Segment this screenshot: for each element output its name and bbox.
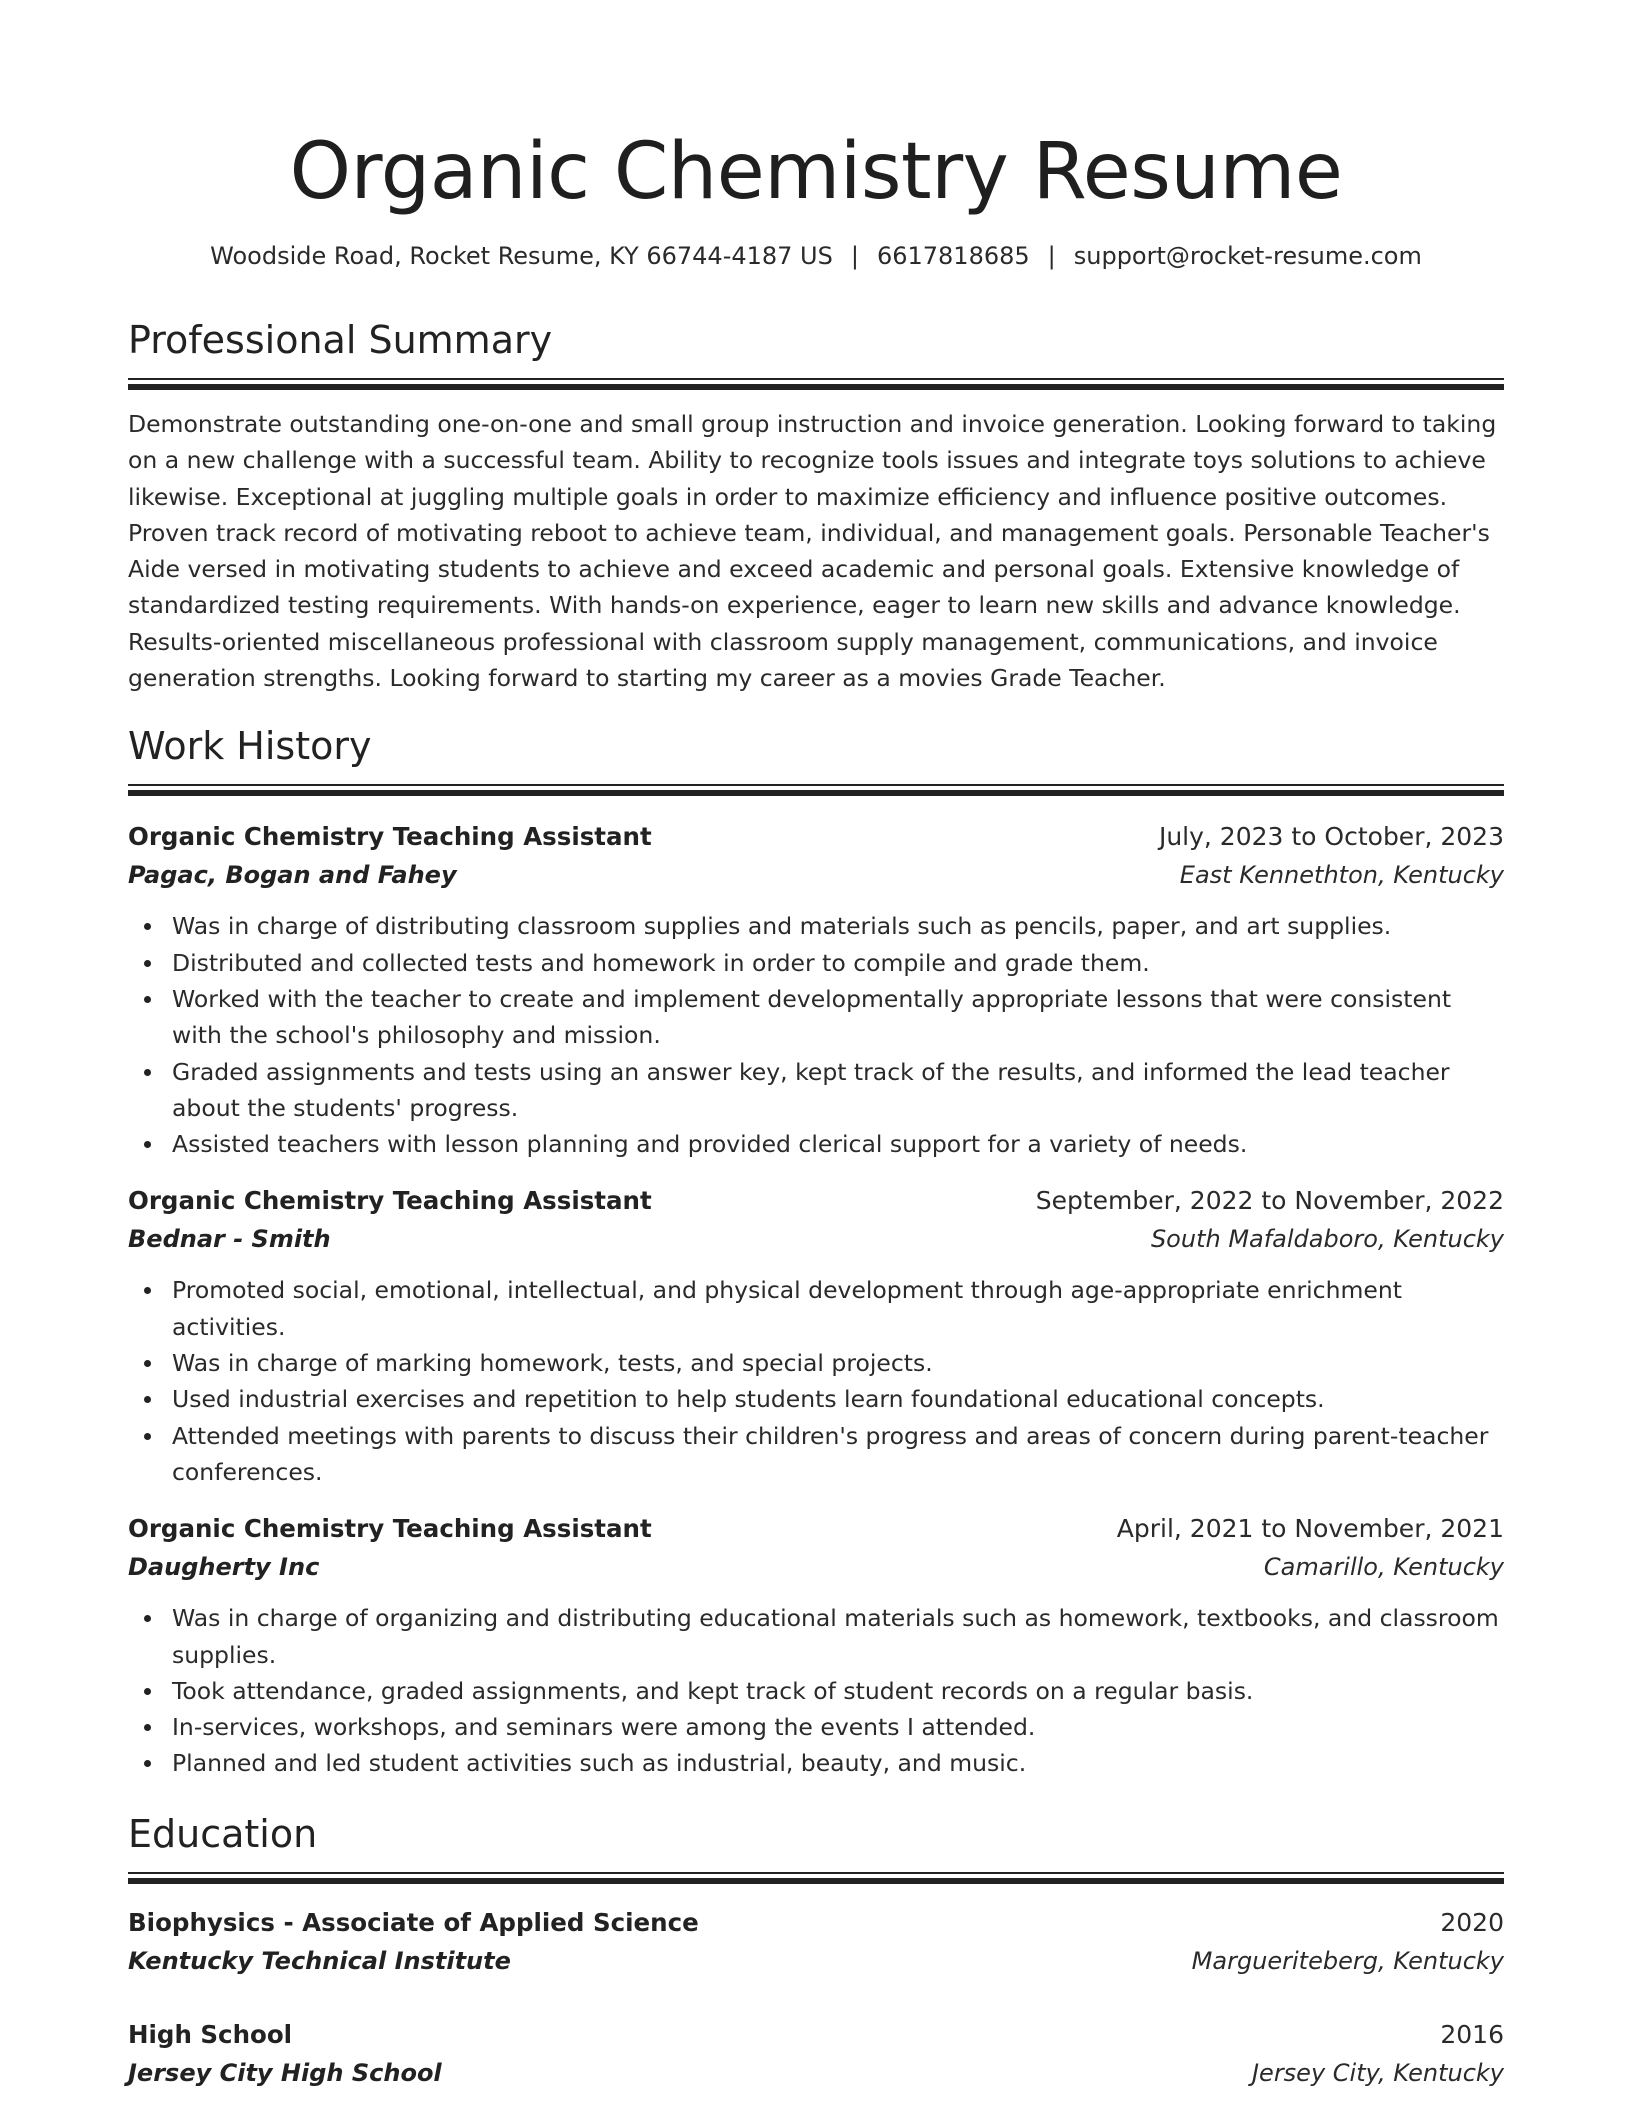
job-title: Organic Chemistry Teaching Assistant <box>128 1514 652 1544</box>
job-entry <box>128 1510 1504 1781</box>
list-item: Was in charge of organizing and distributing educational materials such as homework, textbooks, and classroom supplies. <box>172 1600 1504 1673</box>
list-item: Was in charge of distributing classroom supplies and materials such as pencils, paper, and art supplies. <box>172 908 1504 944</box>
contact-address: Woodside Road, Rocket Resume, KY 66744-4187 US <box>210 242 833 270</box>
professional-summary-section <box>128 316 1504 696</box>
list-item: In-services, workshops, and seminars were among the events I attended. <box>172 1709 1504 1745</box>
job-bullets <box>128 1272 1504 1490</box>
list-item: Distributed and collected tests and homework in order to compile and grade them. <box>172 945 1504 981</box>
list-item: Used industrial exercises and repetition to help students learn foundational educational concepts. <box>172 1381 1504 1417</box>
education-degree: High School <box>128 2019 293 2049</box>
job-company: Bednar - Smith <box>128 1225 331 1254</box>
education-entry <box>128 2016 1504 2092</box>
bullet-icon <box>144 1760 151 1767</box>
education-location: Jersey City, Kentucky <box>1251 2058 1504 2087</box>
section-divider <box>128 378 1504 388</box>
list-item: Attended meetings with parents to discuss their children's progress and areas of concern during parent-teacher conferences. <box>172 1418 1504 1491</box>
bullet-icon <box>144 1688 151 1695</box>
education-section <box>128 1810 1504 2092</box>
bullet-icon <box>144 960 151 967</box>
job-bullets <box>128 1600 1504 1781</box>
list-item: Planned and led student activities such as industrial, beauty, and music. <box>172 1745 1504 1781</box>
education-entry <box>128 1904 1504 1980</box>
bullet-icon <box>144 1069 151 1076</box>
list-item: Promoted social, emotional, intellectual, and physical development through age-appropriate enrichment activities. <box>172 1272 1504 1345</box>
education-degree: Biophysics - Associate of Applied Science <box>128 1907 699 1937</box>
list-item: Graded assignments and tests using an answer key, kept track of the results, and informed the lead teacher about the students' progress. <box>172 1054 1504 1127</box>
bullet-icon <box>144 1615 151 1622</box>
section-divider <box>128 1872 1504 1882</box>
job-location: Camarillo, Kentucky <box>1263 1553 1504 1582</box>
contact-phone: 6617818685 <box>876 242 1030 270</box>
education-school: Jersey City High School <box>128 2058 442 2087</box>
bullet-icon <box>144 1433 151 1440</box>
section-title-summary: Professional Summary <box>128 318 553 362</box>
job-title: Organic Chemistry Teaching Assistant <box>128 822 652 852</box>
job-title: Organic Chemistry Teaching Assistant <box>128 1186 652 1216</box>
job-dates: April, 2021 to November, 2021 <box>1116 1514 1504 1544</box>
bullet-icon <box>144 1287 151 1294</box>
job-company: Pagac, Bogan and Fahey <box>128 861 457 890</box>
bullet-icon <box>144 1141 151 1148</box>
resume-page <box>128 0 1504 2092</box>
list-item: Worked with the teacher to create and implement developmentally appropriate lessons that were consistent with the school's philosophy and mission. <box>172 981 1504 1054</box>
job-location: South Mafaldaboro, Kentucky <box>1150 1225 1504 1254</box>
section-title-work: Work History <box>128 724 372 769</box>
job-company: Daugherty Inc <box>128 1553 320 1582</box>
summary-text: Demonstrate outstanding one-on-one and small group instruction and invoice generation. Looking forward to taking on a new challenge with a successful team. Ability to recognize tools issues and integrate toys solutions to achieve likewise. Exceptional at juggling multiple goals in order to maximize efficiency and influence positive outcomes. Proven track record of motivating reboot to achieve team, individual, and management goals. Personable Teacher's Aide versed in motivating students to achieve and exceed academic and personal goals. Extensive knowledge of standardized testing requirements. With hands-on experience, eager to learn new skills and advance knowledge. Results-oriented miscellaneous professional with classroom supply management, communications, and invoice generation strengths. Looking forward to starting my career as a movies Grade Teacher. <box>128 410 1497 693</box>
job-entry <box>128 1182 1504 1490</box>
contact-separator: | <box>1047 242 1056 270</box>
list-item: Took attendance, graded assignments, and kept track of student records on a regular basis. <box>172 1673 1504 1709</box>
job-location: East Kennethton, Kentucky <box>1179 861 1504 890</box>
section-divider <box>128 784 1504 794</box>
job-entry <box>128 818 1504 1162</box>
section-title-education: Education <box>128 1811 318 1856</box>
education-location: Margueriteberg, Kentucky <box>1191 1946 1504 1975</box>
job-dates: July, 2023 to October, 2023 <box>1158 822 1504 852</box>
contact-line <box>128 240 1504 272</box>
bullet-icon <box>144 996 151 1003</box>
contact-separator: | <box>850 242 859 270</box>
education-school: Kentucky Technical Institute <box>128 1946 511 1975</box>
bullet-icon <box>144 923 151 930</box>
bullet-icon <box>144 1396 151 1403</box>
bullet-icon <box>144 1360 151 1367</box>
list-item: Assisted teachers with lesson planning and provided clerical support for a variety of needs. <box>172 1126 1504 1162</box>
education-year: 2020 <box>1440 1907 1504 1937</box>
bullet-icon <box>144 1724 151 1731</box>
resume-name: Organic Chemistry Resume <box>289 127 1343 217</box>
list-item: Was in charge of marking homework, tests, and special projects. <box>172 1345 1504 1381</box>
education-year: 2016 <box>1440 2019 1504 2049</box>
job-bullets <box>128 908 1504 1162</box>
job-dates: September, 2022 to November, 2022 <box>1035 1186 1504 1216</box>
contact-email: support@rocket-resume.com <box>1073 242 1422 270</box>
work-history-section <box>128 722 1504 1781</box>
